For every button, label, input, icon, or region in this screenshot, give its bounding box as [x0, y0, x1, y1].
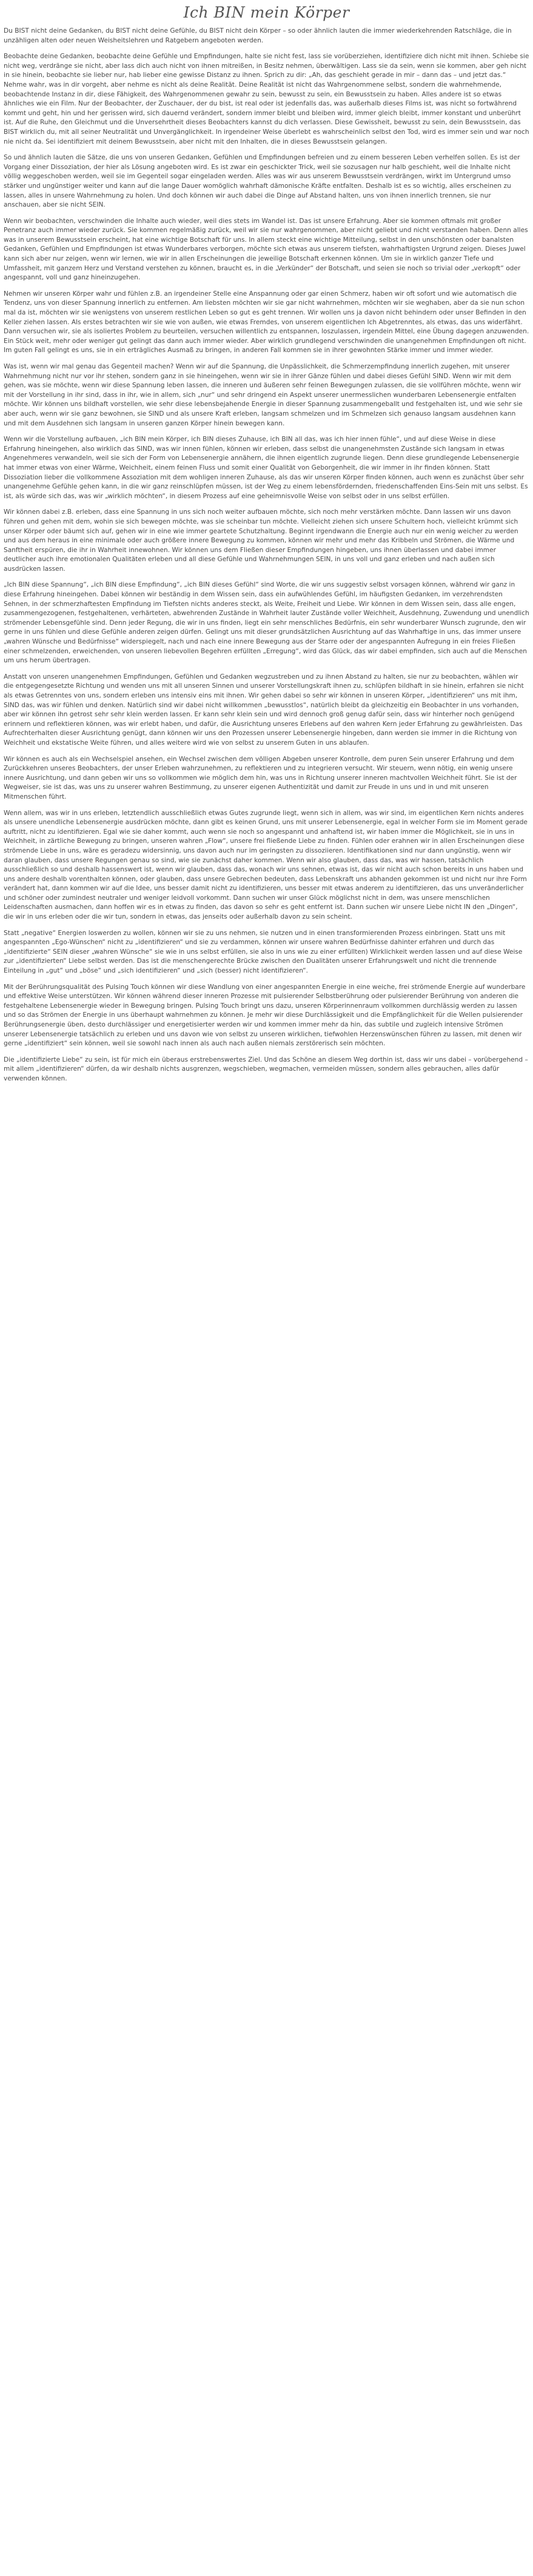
paragraph: Wenn wir beobachten, verschwinden die Inhalte auch wieder, weil dies stets im Wandel ist. Das ist unsere Erfahrung. Aber sie kommen oftmals mit großer Penetranz auch immer wieder zurück. Sie kommen regelmäßig zurück, weil wir sie nur wahrgenommen, aber nicht geliebt und nicht verstanden haben. Denn alles was in unserem Bewusstsein erscheint, hat eine wichtige Botschaft für uns. In allem steckt eine wichtige Mitteilung, selbst in den unschönsten oder banalsten Gedanken, Gefühlen und Empfindungen ist etwas Wunderbares verborgen, möchte sich etwas aus unserem tiefsten, wahrhaftigsten Urgrund zeigen. Dieses Juwel kann sich aber nur zeigen, wenn wir lernen, wie wir in allen Erscheinungen die jeweilige Botschaft erkennen können. Um sie in wirklich ganzer Tiefe und Umfassheit, mit ganzem Herz und Verstand verstehen zu können, braucht es, in die „Verkünder“ der Botschaft, und seien sie noch so trivial oder „verkopft“ oder angespannt, voll und ganz hineinzugehen. [4, 217, 528, 282]
paragraph: Wenn wir die Vorstellung aufbauen, „ich BIN mein Körper, ich BIN dieses Zuhause, ich BIN all das, was ich hier innen fühle“, und auf diese Weise in diese Erfahrung hineingehen, also wirklich das SIND, was wir innen fühlen, können wir erleben, dass selbst die unangenehmsten Zustände sich langsam in etwas Angenehmeres verwandeln, weil sie sich der Form von Lebensenergie annähern, die ihnen eigentlich zugrunde liegen. Denn diese grundlegende Lebensenergie hat immer etwas von einer Wärme, Weichheit, einem feinen Fluss und somit einer Qualität von Geborgenheit, die wir immer in ihr finden können. Statt Dissoziation lieber die vollkommene Assoziation mit dem wohligen inneren Zuhause, als das wir unseren Körper finden können, auch wenn es zunächst über sehr unangenehme Gefühle gehen kann, in die wir ganz reinschlüpfen müssen, ist der Weg zu einem lebensfördernden, friedenschaffenden Eins-Sein mit uns selbst. Es ist, als würde sich das, was wir „wirklich möchten“, in diesem Prozess auf eine geheimnisvolle Weise von selbst oder in uns selbst erfüllen. [4, 436, 528, 500]
paragraph: Wir können dabei z.B. erleben, dass eine Spannung in uns sich noch weiter aufbauen möchte, sich noch mehr verstärken möchte. Dann lassen wir uns davon führen und gehen mit dem, wohin sie sich bewegen möchte, was sie scheinbar tun möchte. Vielleicht ziehen sich unsere Schultern hoch, vielleicht krümmt sich unser Körper oder bäumt sich auf, gehen wir in eine wie immer geartete Schutzhaltung. Beginnt irgendwann die Energie auch nur ein wenig weicher zu werden und aus dem heraus in eine minimale oder auch größere innere Bewegung zu kommen, können wir mehr und mehr das Kribbeln und Strömen, die Wärme und Sanftheit erspüren, die ihr in Wahrheit innewohnen. Wir können uns dem Fließen dieser Empfindungen hingeben, uns ihnen überlassen und dabei immer deutlicher auch ihre emotionalen Qualitäten erleben und all diese Gefühle und Wahrnehmungen SEIN, in uns voll und ganz erleben und nach außen sich ausdrücken lassen. [4, 508, 518, 573]
paragraph: Mit der Berührungsqualität des Pulsing Touch können wir diese Wandlung von einer angespannten Energie in eine weiche, frei strömende Energie auf wunderbare und effektive Weise unterstützen. Wir können während dieser inneren Prozesse mit pulsierender Selbstberührung oder pulsierender Berührung von anderen die festgehaltene Lebensenergie wieder in Bewegung bringen. Pulsing Touch bringt uns dazu, unseren Körperinnenraum vollkommen durchlässig werden zu lassen und so das Strömen der Energie in uns überhaupt wahrnehmen zu können. Je mehr wir diese Durchlässigkeit und die Empfänglichkeit für die Wellen pulsierender Berührungsenergie üben, desto durchlässiger und energetisierter werden wir und kommen immer mehr da hin, das subtile und zugleich intensive Strömen unserer Lebensenergie tatsächlich zu erleben und uns davon wie von selbst zu unseren wirklichen, tiefwohlen Herzenswünschen führen zu lassen, mit denen wir gerne „identifiziert“ sein können, weil sie sowohl nach innen als auch nach außen niemals zerstörerisch sein möchten. [4, 983, 526, 1048]
paragraph: Nehmen wir unseren Körper wahr und fühlen z.B. an irgendeiner Stelle eine Anspannung oder gar einen Schmerz, haben wir oft sofort und wie automatisch die Tendenz, uns von dieser Spannung innerlich zu entfernen. Am liebsten möchten wir sie gar nicht wahrnehmen, möchten wir sie weghaben, aber da sie nun schon mal da ist, möchten wir sie wenigstens von unserem restlichen Leben so gut es geht trennen. Wir wollen uns ja davon nicht behindern oder unser Befinden in den Keller ziehen lassen. Als erstes betrachten wir sie wie von außen, wie etwas Fremdes, von unserem eigentlichen Ich Abgetrenntes, als etwas, das uns widerfährt. Dann versuchen wir, sie als isoliertes Problem zu beurteilen, versuchen willentlich zu entspannen, loszulassen, irgendein Mittel, eine Übung dagegen anzuwenden. Ein Stück weit, mehr oder weniger gut gelingt das dann auch immer wieder. Aber wirklich grundlegend verschwinden die unangenehmen Empfindungen oft nicht. Im guten Fall gelingt es uns, sie in ein erträgliches Ausmaß zu bringen, in anderen Fall kommen sie in ihrer gewohnten Stärke immer und immer wieder. [4, 290, 529, 354]
article-title: Ich BIN mein Körper [183, 4, 350, 21]
article-body [4, 27, 529, 1084]
paragraph: Wenn allem, was wir in uns erleben, letztendlich ausschließlich etwas Gutes zugrunde liegt, wenn sich in allem, was wir sind, im eigentlichen Kern nichts anderes als unsere unendliche Lebensenergie ausdrücken möchte, dann gibt es keinen Grund, uns mit unserer Lebensenergie, egal in welcher Form sie im Moment gerade auftritt, nicht zu identifizieren. Egal wie sie daher kommt, auch wenn sie noch so angespannt und anhaftend ist, wir haben immer die Möglichkeit, sie in uns in Weichheit, in zärtliche Bewegung zu bringen, unseren wahren „Flow“, unsere frei fließende Liebe zu finden. Fühlen oder erahnen wir in allen Erscheinungen diese strömende Liebe in uns, wäre es geradezu widersinnig, uns davon auch nur im geringsten zu dissoziieren. Identifikationen sind nur dann ungünstig, wenn wir daran glauben, dass unsere Regungen genau so sind, wie sie zunächst daher kommen. Wenn wir also glauben, dass das, was wir hassen, tatsächlich ausschließlich so und deshalb hassenswert ist, wenn wir glauben, dass das, wonach wir uns sehnen, etwas ist, das wir nicht auch schon bereits in uns haben und uns andere deshalb vorenthalten können, oder glauben, dass unsere Gebrechen bedeuten, dass Lebenskraft uns abhanden gekommen ist und nicht nur ihre Form verändert hat, dann kommen wir auf die Idee, uns besser damit nicht zu identifizieren, uns besser mit etwas anderem zu identifizieren, das uns unveränderlicher und schöner oder zumindest neutraler und weniger leidvoll vorkommt. Dann suchen wir unser Glück möglichst nicht in dem, was unsere menschlichen Leidenschaften ausmachen, dann hoffen wir es in etwas zu finden, das davon so sehr es geht entfernt ist. Dann suchen wir unsere Liebe nicht IN den „Dingen“, die wir in uns erleben oder die wir tun, sondern in etwas, das jenseits oder außerhalb davon zu sein scheint. [4, 809, 528, 921]
paragraph: Statt „negative“ Energien loswerden zu wollen, können wir sie zu uns nehmen, sie nutzen und in einen transformierenden Prozess einbringen. Statt uns mit angespannten „Ego-Wünschen“ nicht zu „identifizieren“ und sie zu verdammen, können wir unsere wahren Bedürfnisse dahinter erfahren und durch das „identifizierte“ SEIN dieser „wahren Wünsche“ sie wie in uns selbst erfüllen, sie also in uns wie zu einer erfüllten) Wirklichkeit werden lassen und auf diese Weise zur „identifizierten“ Liebe selbst werden. Das ist die menschengerechte Brücke zwischen den Dualitäten unserer Erfahrungswelt und nicht die trennende Einteilung in „gut“ und „böse“ und „sich identifizieren“ und „sich (besser) nicht identifizieren“. [4, 929, 523, 975]
paragraph: „Ich BIN diese Spannung“, „ich BIN diese Empfindung“, „ich BIN dieses Gefühl“ sind Worte, die wir uns suggestiv selbst vorsagen können, während wir ganz in diese Erfahrung hineingehen. Dabei können wir beständig in dem Wissen sein, dass ein aufwühlendes Gefühl, im häufigsten Gedanken, im verzehrendsten Sehnen, in der schmerzhaftesten Empfindung im Tiefsten nichts anderes steckt, als Weite, Freiheit und Liebe. Wir können in dem Wissen sein, dass alle engen, zusammengezogenen, festgehaltenen, verhärteten, abwehrenden Zustände in Wahrheit lauter Zustände voller Weichheit, Ausdehnung, Zuwendung und unendlich strömender Lebensgefühle sind. Denn jeder Regung, die wir in uns finden, liegt ein sehr menschliches Bedürfnis, ein sehr wunderbarer Wunsch zugrunde, den wir gerne in uns fühlen und diese Gefühle anderen zeigen dürfen. Gelingt uns mit dieser grundsätzlichen Ausrichtung auf das Wahrhaftige in uns, das immer unsere „wahren Wünsche und Bedürfnisse“ widerspiegelt, nach und nach eine innere Bewegung aus der Starre oder der angespannten Aufregung in ein freies Fließen einer schmelzenden, erweichenden, von unseren liebevollen Begehren erfüllten „Erregung“, wird das Glück, das wir dabei empfinden, sich auch auf die Menschen um uns herum übertragen. [4, 581, 529, 665]
paragraph: Du BIST nicht deine Gedanken, du BIST nicht deine Gefühle, du BIST nicht dein Körper – so oder ähnlich lauten die immer wiederkehrenden Ratschläge, die in unzähligen alten oder neuen Weisheitslehren und Ratgebern angeboten werden. [4, 27, 512, 44]
paragraph: Die „identifizierte Liebe“ zu sein, ist für mich ein überaus erstrebenswertes Ziel. Und das Schöne an diesem Weg dorthin ist, dass wir uns dabei – vorübergehend – mit allem „identifizieren“ dürfen, da wir deshalb nichts ausgrenzen, wegschieben, wegmachen, vermeiden müssen, sondern alles gebrauchen, alles dafür verwenden können. [4, 1056, 528, 1082]
paragraph: Beobachte deine Gedanken, beobachte deine Gefühle und Empfindungen, halte sie nicht fest, lass sie vorüberziehen, identifiziere dich nicht mit ihnen. Schiebe sie nicht weg, verdränge sie nicht, aber lass dich auch nicht von ihnen mitreißen, in Besitz nehmen, überwältigen. Lass sie da sein, wenn sie kommen, aber geh nicht in sie hinein, beobachte sie lieber nur, hab lieber eine gewisse Distanz zu ihnen. Sprich zu dir: „Ah, das geschieht gerade in mir – dann das – und jetzt das.“ Nehme wahr, was in dir vorgeht, aber nehme es nicht als deine Realität. Deine Realität ist nicht das Wahrgenommene selbst, sondern die wahrnehmende, beobachtende Instanz in dir, diese Fähigkeit, des Wahrgenommenen gewahr zu sein, bewusst zu sein, ein Bewusstsein zu haben. Alles andere ist so etwas ähnliches wie ein Film. Nur der Beobachter, der Zuschauer, der du bist, ist real oder ist jedenfalls das, was außerhalb dieses Films ist, was nicht so fortwährend kommt und geht, hin und her gerissen wird, sich dauernd verändert, sondern immer bleibt und bleiben wird, immer gleich bleibt, immer konstant und unberührt ist. Auf die Ruhe, den Gleichmut und die Unversehrtheit dieses Beobachters kannst du dich verlassen. Diese Gewissheit, bewusst zu sein, dein Bewusstsein, das BIST wirklich du, mit all seiner Neutralität und Unvergänglichkeit. In irgendeiner Weise überlebt es wahrscheinlich selbst den Tod, wird es immer sein und war noch nie nicht da. Sei identifiziert mit deinem Bewusstsein, aber nicht mit den Inhalten, die in dieses Bewusstsein gelangen. [4, 53, 529, 145]
paragraph: So und ähnlich lauten die Sätze, die uns von unseren Gedanken, Gefühlen und Empfindungen befreien und zu einem besseren Leben verhelfen sollen. Es ist der Vorgang einer Dissoziation, der hier als Lösung angeboten wird. Es ist zwar ein geschickter Trick, weil sie sozusagen nur halb geschieht, weil die Inhalte nicht völlig weggeschoben werden, weil sie im Gegenteil sogar eingeladen werden. Alles was wir aus unserem Bewusstsein verdrängen, wirkt im Untergrund umso stärker und ungünstiger weiter und kann auf die lange Dauer womöglich wahrhaft dämonische Kräfte entfalten. Deshalb ist es so wichtig, alles erscheinen zu lassen, alles in unsere Wahrnehmung zu holen. Und doch können wir auch dabei die Dinge auf Abstand halten, uns von ihnen innerlich trennen, sie nur anschauen, aber sie nicht SEIN. [4, 154, 520, 209]
paragraph: Was ist, wenn wir mal genau das Gegenteil machen? Wenn wir auf die Spannung, die Unpässlichkeit, die Schmerzempfindung innerlich zugehen, mit unserer Wahrnehmung nicht nur vor ihr stehen, sondern ganz in sie hineingehen, wenn wir sie in ihrer Gänze fühlen und dabei dieses Gefühl SIND. Wenn wir mit dem gehen, was sie möchte, wenn wir diese Spannung leben lassen, die inneren und äußeren sehr feinen Bewegungen zulassen, die sie vollführen möchte, wenn wir mit der Vorstellung in ihr sind, dass in ihr, wie in allem, sich „nur“ und sehr dringend ein Aspekt unserer unermesslichen wunderbaren Lebensenergie entfalten möchte. Wir können uns bildhaft vorstellen, wie sehr diese lebensbejahende Energie in dieser Spannung zusammengeballt und festgehalten ist, und wie sehr sie aber auch, wenn wir sie ganz bewohnen, sie SIND und als unsere Kraft erleben, langsam schmelzen und im Schmelzen sich genauso langsam ausdehnen kann und mit dem Ausdehnen sich langsam in unseren ganzen Körper hinein bewegen kann. [4, 363, 523, 427]
paragraph: Anstatt von unseren unangenehmen Empfindungen, Gefühlen und Gedanken wegzustreben und zu ihnen Abstand zu halten, sie nur zu beobachten, wählen wir die entgegengesetzte Richtung und wenden uns mit all unseren Sinnen und unserer Vorstellungskraft ihnen zu, schlüpfen bildhaft in sie hinein, erfahren sie nicht als etwas Getrenntes von uns, sondern erleben uns intensiv eins mit ihnen. Wir gehen dabei so sehr wir können in unseren Körper, „identifizieren“ uns mit ihm, SIND das, was wir fühlen und denken. Natürlich sind wir dabei nicht willkommen „bewusstlos“, natürlich bleibt da gleichzeitig ein Beobachter in uns vorhanden, aber wir können ihn getrost sehr sehr klein werden lassen. Er kann sehr klein sein und wird dennoch groß genug dafür sein, dass wir hinterher noch genügend erinnern und reflektieren können, was wir erlebt haben, und dafür, die Ausrichtung unseres Erlebens auf den wahren Kern jeder Erfahrung zu gewährleisten. Das Aufrechterhalten dieser Ausrichtung genügt, dann können wir uns den Prozessen unserer Lebensenergie hingeben, dann werden sie immer in die Richtung von Weichheit und ekstatische Weite führen, und alles weitere wird wie von selbst zu unserem Guten in uns ablaufen. [4, 673, 524, 747]
paragraph: Wir können es auch als ein Wechselspiel ansehen, ein Wechsel zwischen dem völligen Abgeben unserer Kontrolle, dem puren Sein unserer Erfahrung und dem Zurückkehren unseres Beobachters, der unser Erleben wahrzunehmen, zu reflektieren und zu integrieren versucht. Wir steuern, wenn nötig, ein wenig unsere innere Ausrichtung, und dann geben wir uns so vollkommen wie möglich dem hin, was uns in Richtung unserer inneren machtvollen Weichheit führt. Sie ist der Wegweiser, sie ist das, was uns zu unserer wahren Bestimmung, zu unserer eigenen Authentizität und damit zur Freude in uns und in und mit unseren Mitmenschen führt. [4, 755, 517, 800]
